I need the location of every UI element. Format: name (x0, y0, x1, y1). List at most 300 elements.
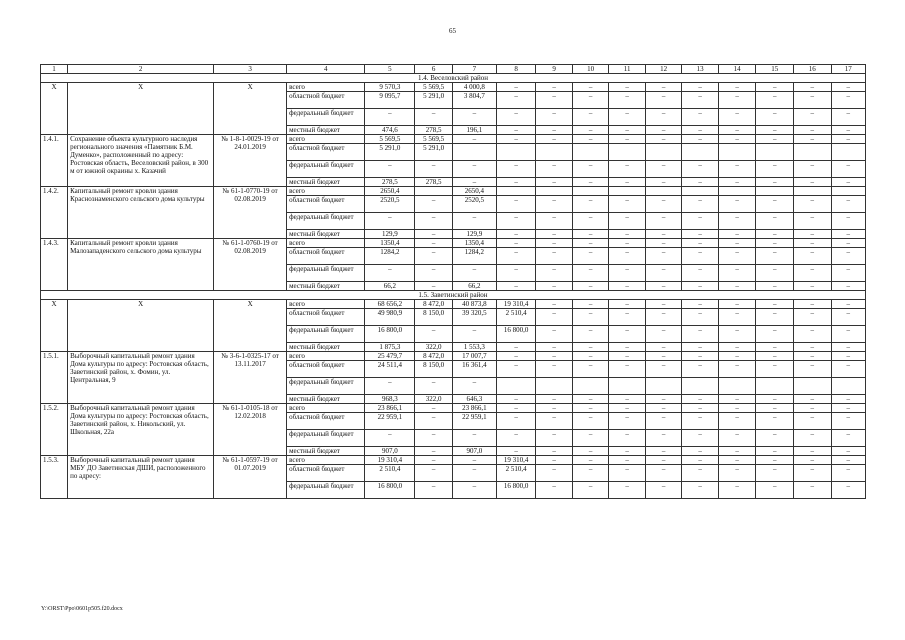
value-cell: – (718, 343, 756, 352)
value-cell: – (609, 178, 646, 187)
value-cell: – (645, 126, 682, 135)
value-cell: – (793, 282, 831, 291)
column-number-row (41, 65, 866, 74)
funding-source: областной бюджет (287, 309, 365, 326)
value-cell: – (415, 230, 453, 239)
value-cell: – (718, 92, 756, 109)
value-cell: 2 510,4 (496, 465, 536, 482)
column-number: 4 (287, 65, 365, 74)
value-cell: – (572, 395, 609, 404)
item-number: 1.4.2. (41, 187, 68, 239)
value-cell: – (756, 135, 794, 144)
value-cell: – (793, 309, 831, 326)
value-cell: – (536, 343, 573, 352)
value-cell: 5 569,5 (415, 135, 453, 144)
value-cell: – (536, 196, 573, 213)
value-cell: – (572, 465, 609, 482)
value-cell: – (682, 465, 719, 482)
value-cell: – (572, 300, 609, 309)
funding-source: местный бюджет (287, 126, 365, 135)
value-cell (793, 378, 831, 395)
item-number: 1.4.1. (41, 135, 68, 187)
value-cell: 1 875,3 (365, 343, 415, 352)
value-cell (572, 144, 609, 161)
column-number: 10 (572, 65, 609, 74)
value-cell (718, 187, 756, 196)
item-number: 1.5.1. (41, 352, 68, 404)
table-row (41, 456, 866, 465)
value-cell (645, 187, 682, 196)
value-cell: – (452, 456, 496, 465)
value-cell: – (718, 413, 756, 430)
item-name: X (68, 300, 214, 352)
value-cell: – (756, 161, 794, 178)
value-cell: – (452, 161, 496, 178)
value-cell: – (831, 352, 865, 361)
value-cell: – (756, 326, 794, 343)
value-cell: – (572, 361, 609, 378)
value-cell: 5 569,5 (415, 83, 453, 92)
value-cell: – (572, 282, 609, 291)
value-cell: – (609, 83, 646, 92)
page-number: 65 (449, 27, 456, 35)
table-row (41, 83, 866, 92)
value-cell: – (645, 395, 682, 404)
value-cell: – (682, 343, 719, 352)
value-cell: – (645, 300, 682, 309)
value-cell: – (572, 161, 609, 178)
value-cell (536, 144, 573, 161)
value-cell: – (718, 265, 756, 282)
column-number: 8 (496, 65, 536, 74)
value-cell: – (496, 230, 536, 239)
column-number: 9 (536, 65, 573, 74)
value-cell: – (415, 196, 453, 213)
value-cell: – (415, 413, 453, 430)
value-cell: 9 570,3 (365, 83, 415, 92)
value-cell: – (645, 230, 682, 239)
value-cell: – (756, 352, 794, 361)
value-cell: – (793, 230, 831, 239)
value-cell: – (609, 413, 646, 430)
value-cell: – (536, 265, 573, 282)
value-cell: – (609, 430, 646, 447)
item-name: Капитальный ремонт кровли здания Краснознаменского сельского дома культуры (68, 187, 214, 239)
value-cell: 23 866,1 (365, 404, 415, 413)
value-cell: 1350,4 (452, 239, 496, 248)
value-cell: – (756, 465, 794, 482)
column-number: 15 (756, 65, 794, 74)
value-cell: – (682, 92, 719, 109)
value-cell: – (682, 447, 719, 456)
value-cell: 19 310,4 (496, 456, 536, 465)
value-cell: – (536, 248, 573, 265)
value-cell: – (718, 239, 756, 248)
value-cell: – (682, 126, 719, 135)
table-row (41, 300, 866, 309)
item-document: X (214, 300, 287, 352)
value-cell: – (572, 265, 609, 282)
value-cell (793, 187, 831, 196)
value-cell: – (609, 161, 646, 178)
value-cell (496, 187, 536, 196)
value-cell: – (831, 404, 865, 413)
funding-source: областной бюджет (287, 196, 365, 213)
value-cell: – (572, 178, 609, 187)
value-cell: – (536, 300, 573, 309)
value-cell: – (496, 395, 536, 404)
funding-source: федеральный бюджет (287, 213, 365, 230)
item-number: 1.5.3. (41, 456, 68, 499)
value-cell: – (609, 196, 646, 213)
value-cell: – (536, 92, 573, 109)
value-cell: – (831, 83, 865, 92)
value-cell: – (496, 109, 536, 126)
funding-source: федеральный бюджет (287, 109, 365, 126)
value-cell: – (831, 343, 865, 352)
value-cell: – (496, 196, 536, 213)
value-cell: – (718, 352, 756, 361)
value-cell: – (645, 161, 682, 178)
value-cell: – (452, 482, 496, 499)
value-cell: – (496, 430, 536, 447)
column-number: 16 (793, 65, 831, 74)
value-cell: 19 310,4 (365, 456, 415, 465)
value-cell: – (793, 343, 831, 352)
value-cell: – (718, 456, 756, 465)
value-cell: 16 800,0 (496, 326, 536, 343)
item-name: X (68, 83, 214, 135)
value-cell: – (496, 282, 536, 291)
value-cell: – (718, 309, 756, 326)
value-cell: – (415, 282, 453, 291)
funding-source: областной бюджет (287, 465, 365, 482)
value-cell: – (536, 126, 573, 135)
value-cell: – (682, 395, 719, 404)
value-cell: – (682, 135, 719, 144)
item-document: № 3-6-1-0325-17 от 13.11.2017 (214, 352, 287, 404)
value-cell: – (831, 126, 865, 135)
value-cell: – (793, 265, 831, 282)
column-number: 3 (214, 65, 287, 74)
value-cell: 66,2 (365, 282, 415, 291)
column-number: 17 (831, 65, 865, 74)
value-cell: – (718, 248, 756, 265)
item-name: Выборочный капитальный ремонт здания Дома культуры по адресу: Ростовская область, Заветинский район, х. Фомин, ул. Центральная, 9 (68, 352, 214, 404)
value-cell: – (536, 109, 573, 126)
column-number: 14 (718, 65, 756, 74)
value-cell: – (831, 447, 865, 456)
value-cell: – (609, 465, 646, 482)
value-cell: – (415, 213, 453, 230)
value-cell: 16 800,0 (365, 482, 415, 499)
value-cell: – (831, 282, 865, 291)
table-row (41, 187, 866, 196)
value-cell (718, 144, 756, 161)
value-cell: 5 291,0 (415, 92, 453, 109)
value-cell: – (415, 326, 453, 343)
value-cell: – (645, 326, 682, 343)
value-cell: 16 800,0 (365, 326, 415, 343)
value-cell (609, 378, 646, 395)
value-cell: – (831, 239, 865, 248)
value-cell: – (756, 92, 794, 109)
value-cell: – (536, 404, 573, 413)
value-cell: – (609, 309, 646, 326)
value-cell (572, 378, 609, 395)
value-cell: 3 804,7 (452, 92, 496, 109)
value-cell: – (682, 196, 719, 213)
value-cell: – (718, 395, 756, 404)
value-cell: 968,3 (365, 395, 415, 404)
funding-source: областной бюджет (287, 361, 365, 378)
value-cell: 8 150,0 (415, 309, 453, 326)
value-cell: – (572, 196, 609, 213)
value-cell: – (793, 135, 831, 144)
value-cell (756, 378, 794, 395)
value-cell: – (609, 92, 646, 109)
value-cell: – (365, 378, 415, 395)
value-cell: – (756, 109, 794, 126)
funding-source: федеральный бюджет (287, 326, 365, 343)
value-cell: – (793, 92, 831, 109)
value-cell: – (793, 413, 831, 430)
value-cell: – (645, 213, 682, 230)
value-cell: – (572, 352, 609, 361)
value-cell: – (682, 456, 719, 465)
value-cell: – (572, 126, 609, 135)
value-cell: 474,6 (365, 126, 415, 135)
funding-source: местный бюджет (287, 230, 365, 239)
table-row (41, 135, 866, 144)
value-cell: – (645, 282, 682, 291)
value-cell (793, 144, 831, 161)
value-cell: 16 800,0 (496, 482, 536, 499)
value-cell: – (793, 161, 831, 178)
value-cell: – (682, 248, 719, 265)
value-cell: – (718, 230, 756, 239)
value-cell: 66,2 (452, 282, 496, 291)
value-cell: – (682, 213, 719, 230)
value-cell: – (756, 447, 794, 456)
value-cell: – (496, 92, 536, 109)
funding-source: всего (287, 352, 365, 361)
value-cell: – (572, 83, 609, 92)
value-cell: – (756, 300, 794, 309)
value-cell: – (496, 83, 536, 92)
value-cell: 1284,2 (365, 248, 415, 265)
funding-source: всего (287, 239, 365, 248)
value-cell: – (536, 456, 573, 465)
value-cell: – (496, 135, 536, 144)
value-cell: – (718, 430, 756, 447)
value-cell: – (831, 161, 865, 178)
value-cell: – (793, 447, 831, 456)
item-name: Капитальный ремонт кровли здания Малозападенского сельского дома культуры (68, 239, 214, 291)
value-cell: 9 095,7 (365, 92, 415, 109)
funding-source: местный бюджет (287, 395, 365, 404)
value-cell: – (831, 230, 865, 239)
value-cell: – (536, 309, 573, 326)
column-number: 6 (415, 65, 453, 74)
value-cell: – (682, 239, 719, 248)
value-cell: – (793, 300, 831, 309)
value-cell: – (831, 482, 865, 499)
value-cell: – (793, 83, 831, 92)
funding-source: всего (287, 404, 365, 413)
value-cell: – (756, 430, 794, 447)
value-cell: – (609, 361, 646, 378)
value-cell: – (645, 92, 682, 109)
funding-source: всего (287, 83, 365, 92)
value-cell: – (682, 282, 719, 291)
value-cell: 23 866,1 (452, 404, 496, 413)
section-title-row (41, 291, 866, 300)
value-cell: 24 511,4 (365, 361, 415, 378)
value-cell: – (536, 430, 573, 447)
item-number: X (41, 300, 68, 352)
value-cell: – (645, 83, 682, 92)
value-cell (682, 378, 719, 395)
value-cell: 22 959,1 (365, 413, 415, 430)
value-cell: – (831, 413, 865, 430)
value-cell: – (793, 239, 831, 248)
value-cell: – (756, 265, 794, 282)
value-cell: – (536, 395, 573, 404)
value-cell: – (609, 282, 646, 291)
value-cell: – (718, 213, 756, 230)
value-cell: – (831, 300, 865, 309)
value-cell: – (365, 213, 415, 230)
value-cell: – (718, 361, 756, 378)
item-name: Выборочный капитальный ремонт здания МБУ ДО Заветинская ДШИ, расположенного по адресу: (68, 456, 214, 499)
funding-source: всего (287, 187, 365, 196)
value-cell: – (572, 230, 609, 239)
value-cell: – (415, 430, 453, 447)
value-cell: – (609, 326, 646, 343)
value-cell: – (718, 196, 756, 213)
value-cell: – (536, 326, 573, 343)
value-cell: 322,0 (415, 395, 453, 404)
value-cell (452, 144, 496, 161)
value-cell: – (793, 404, 831, 413)
value-cell: – (718, 282, 756, 291)
value-cell (496, 144, 536, 161)
value-cell: 49 980,9 (365, 309, 415, 326)
value-cell: – (831, 456, 865, 465)
value-cell: 646,3 (452, 395, 496, 404)
value-cell: – (756, 343, 794, 352)
value-cell: 1 553,3 (452, 343, 496, 352)
value-cell: – (536, 239, 573, 248)
value-cell: – (415, 447, 453, 456)
value-cell: – (756, 126, 794, 135)
value-cell: – (793, 126, 831, 135)
value-cell: – (645, 109, 682, 126)
value-cell (536, 187, 573, 196)
item-number: X (41, 83, 68, 135)
value-cell: – (682, 265, 719, 282)
value-cell: – (793, 465, 831, 482)
value-cell: – (831, 326, 865, 343)
value-cell: – (609, 352, 646, 361)
value-cell: – (756, 178, 794, 187)
value-cell: 278,5 (415, 126, 453, 135)
value-cell (831, 187, 865, 196)
value-cell: – (756, 456, 794, 465)
value-cell: – (718, 161, 756, 178)
column-number: 12 (645, 65, 682, 74)
value-cell: – (496, 248, 536, 265)
value-cell: 4 000,8 (452, 83, 496, 92)
value-cell: 2650,4 (365, 187, 415, 196)
value-cell: 5 569,5 (365, 135, 415, 144)
value-cell: – (536, 135, 573, 144)
value-cell: – (831, 196, 865, 213)
value-cell: – (415, 265, 453, 282)
value-cell (536, 378, 573, 395)
column-number: 1 (41, 65, 68, 74)
value-cell: – (536, 213, 573, 230)
value-cell: – (609, 482, 646, 499)
item-document: № 61-1-0760-19 от 02.08.2019 (214, 239, 287, 291)
funding-source: федеральный бюджет (287, 378, 365, 395)
value-cell: – (793, 109, 831, 126)
value-cell: – (609, 300, 646, 309)
value-cell: 39 320,5 (452, 309, 496, 326)
value-cell: – (682, 352, 719, 361)
value-cell: – (682, 300, 719, 309)
value-cell: – (609, 343, 646, 352)
value-cell: – (365, 265, 415, 282)
value-cell: – (718, 126, 756, 135)
value-cell: – (756, 239, 794, 248)
value-cell: – (496, 343, 536, 352)
value-cell: – (536, 352, 573, 361)
funding-source: федеральный бюджет (287, 482, 365, 499)
value-cell: – (831, 248, 865, 265)
value-cell: – (452, 265, 496, 282)
value-cell (756, 144, 794, 161)
funding-source: областной бюджет (287, 413, 365, 430)
value-cell: – (718, 135, 756, 144)
value-cell: – (415, 456, 453, 465)
value-cell: – (609, 456, 646, 465)
value-cell: – (536, 161, 573, 178)
value-cell (609, 144, 646, 161)
value-cell: – (793, 178, 831, 187)
value-cell: – (645, 430, 682, 447)
value-cell: – (572, 404, 609, 413)
value-cell: – (572, 343, 609, 352)
value-cell: 2 510,4 (496, 309, 536, 326)
value-cell: – (609, 265, 646, 282)
value-cell (682, 187, 719, 196)
value-cell: – (682, 178, 719, 187)
value-cell: – (496, 447, 536, 456)
funding-source: местный бюджет (287, 447, 365, 456)
funding-source: всего (287, 135, 365, 144)
value-cell: – (682, 230, 719, 239)
table-row (41, 404, 866, 413)
value-cell: 2650,4 (452, 187, 496, 196)
value-cell: 907,0 (452, 447, 496, 456)
value-cell: – (645, 404, 682, 413)
funding-source: местный бюджет (287, 178, 365, 187)
value-cell: – (415, 109, 453, 126)
column-number: 11 (609, 65, 646, 74)
item-document: № 61-1-0597-19 от 01.07.2019 (214, 456, 287, 499)
